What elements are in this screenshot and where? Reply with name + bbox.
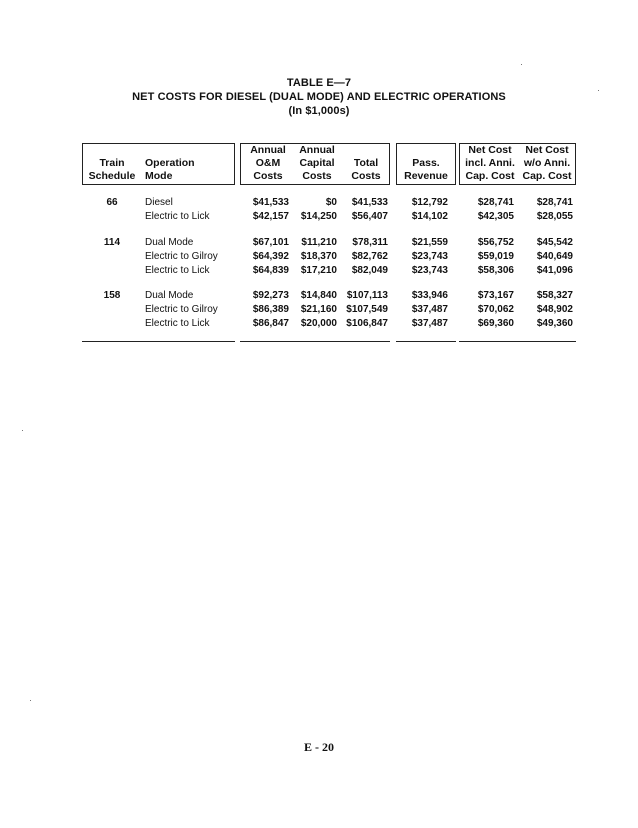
bottom-rule-3 xyxy=(396,341,456,342)
header-total-line1: Total xyxy=(353,157,379,169)
cell-capital: $14,250 xyxy=(300,211,337,222)
cell-net-incl: $59,019 xyxy=(477,251,514,262)
header-revenue-line1: Pass. xyxy=(412,157,440,169)
cell-net-wo: $48,902 xyxy=(536,304,573,315)
header-train-line1: Train xyxy=(99,157,125,169)
header-train-schedule xyxy=(86,157,138,183)
header-capital-line1: Annual xyxy=(299,144,335,156)
header-annual-capital xyxy=(294,144,340,183)
cell-net-incl: $42,305 xyxy=(477,211,514,222)
header-net-wo-line2: w/o Anni. xyxy=(523,157,571,169)
cell-capital: $17,210 xyxy=(300,265,337,276)
header-capital-line2: Capital xyxy=(299,157,335,169)
header-net-cost-incl xyxy=(461,144,519,183)
cell-mode: Dual Mode xyxy=(145,237,194,248)
header-mode-line1: Operation xyxy=(145,157,195,169)
cell-revenue: $23,743 xyxy=(411,265,448,276)
cell-net-wo: $40,649 xyxy=(536,251,573,262)
header-net-wo-line3: Cap. Cost xyxy=(522,170,572,182)
cell-capital: $11,210 xyxy=(301,237,337,248)
cell-om: $64,392 xyxy=(252,251,289,262)
cell-om: $86,847 xyxy=(252,318,289,329)
cell-net-incl: $28,741 xyxy=(477,197,514,208)
cell-net-wo: $41,096 xyxy=(536,265,573,276)
cell-net-incl: $73,167 xyxy=(477,290,514,301)
scan-speck xyxy=(30,700,31,701)
cell-net-incl: $70,062 xyxy=(477,304,514,315)
header-om-line2: O&M xyxy=(255,157,281,169)
cell-mode: Electric to Gilroy xyxy=(145,251,218,262)
cell-net-wo: $49,360 xyxy=(536,318,573,329)
cell-total: $106,847 xyxy=(346,318,388,329)
cell-om: $42,157 xyxy=(252,211,289,222)
bottom-rule-4 xyxy=(459,341,576,342)
cell-total: $107,113 xyxy=(346,290,388,301)
scan-speck xyxy=(521,64,522,65)
cell-capital: $0 xyxy=(325,197,337,208)
header-total-line2: Costs xyxy=(351,170,381,182)
header-capital-line3: Costs xyxy=(302,170,332,182)
cell-mode: Electric to Gilroy xyxy=(145,304,218,315)
cell-mode: Dual Mode xyxy=(145,290,194,301)
header-net-cost-wo xyxy=(518,144,576,183)
cell-capital: $21,160 xyxy=(300,304,337,315)
header-train-line2: Schedule xyxy=(88,170,136,182)
header-om-line3: Costs xyxy=(253,170,283,182)
header-revenue-line2: Revenue xyxy=(404,170,448,182)
bottom-rule-1 xyxy=(82,341,235,342)
cell-capital: $18,370 xyxy=(300,251,337,262)
table-title: TABLE E—7 xyxy=(286,77,352,89)
cell-mode: Electric to Lick xyxy=(145,265,210,276)
scan-speck xyxy=(598,90,599,91)
cell-net-wo: $28,055 xyxy=(536,211,573,222)
cell-capital: $14,840 xyxy=(300,290,337,301)
cell-revenue: $23,743 xyxy=(411,251,448,262)
table-units: (In $1,000s) xyxy=(288,105,350,117)
cell-capital: $20,000 xyxy=(300,318,337,329)
cell-schedule: 66 xyxy=(106,197,118,208)
cell-mode: Electric to Lick xyxy=(145,318,210,329)
header-operation-mode xyxy=(145,157,195,183)
cell-net-incl: $58,306 xyxy=(477,265,514,276)
cell-schedule: 114 xyxy=(103,237,121,248)
header-om-line1: Annual xyxy=(250,144,286,156)
cell-schedule: 158 xyxy=(103,290,121,301)
cell-revenue: $21,559 xyxy=(411,237,448,248)
scan-speck xyxy=(22,430,23,431)
page-number: E - 20 xyxy=(304,740,334,754)
cell-net-wo: $45,542 xyxy=(536,237,573,248)
header-mode-line2: Mode xyxy=(145,170,173,182)
cell-om: $86,389 xyxy=(252,304,289,315)
cell-net-incl: $56,752 xyxy=(477,237,514,248)
cell-net-wo: $58,327 xyxy=(536,290,573,301)
cell-mode: Diesel xyxy=(145,197,173,208)
cell-om: $67,101 xyxy=(252,237,289,248)
cell-total: $41,533 xyxy=(351,197,388,208)
cell-total: $56,407 xyxy=(351,211,388,222)
header-total-costs xyxy=(344,157,388,183)
cell-om: $92,273 xyxy=(252,290,289,301)
cell-om: $64,839 xyxy=(252,265,289,276)
cell-total: $107,549 xyxy=(346,304,388,315)
table-subtitle: NET COSTS FOR DIESEL (DUAL MODE) AND ELECTRIC OPERATIONS xyxy=(132,91,506,103)
header-pass-revenue xyxy=(396,157,456,183)
cell-revenue: $37,487 xyxy=(411,318,448,329)
header-net-incl-line2: incl. Anni. xyxy=(465,157,515,169)
cell-net-incl: $69,360 xyxy=(477,318,514,329)
cell-revenue: $12,792 xyxy=(411,197,448,208)
cell-revenue: $33,946 xyxy=(411,290,448,301)
header-net-wo-line1: Net Cost xyxy=(525,144,569,156)
header-net-incl-line1: Net Cost xyxy=(468,144,512,156)
cell-total: $78,311 xyxy=(352,237,388,248)
cell-mode: Electric to Lick xyxy=(145,211,210,222)
cell-om: $41,533 xyxy=(252,197,289,208)
bottom-rule-2 xyxy=(240,341,390,342)
cell-total: $82,049 xyxy=(351,265,388,276)
header-annual-om xyxy=(244,144,292,183)
header-net-incl-line3: Cap. Cost xyxy=(465,170,515,182)
cell-total: $82,762 xyxy=(351,251,388,262)
cell-revenue: $14,102 xyxy=(411,211,448,222)
cell-revenue: $37,487 xyxy=(411,304,448,315)
cell-net-wo: $28,741 xyxy=(536,197,573,208)
